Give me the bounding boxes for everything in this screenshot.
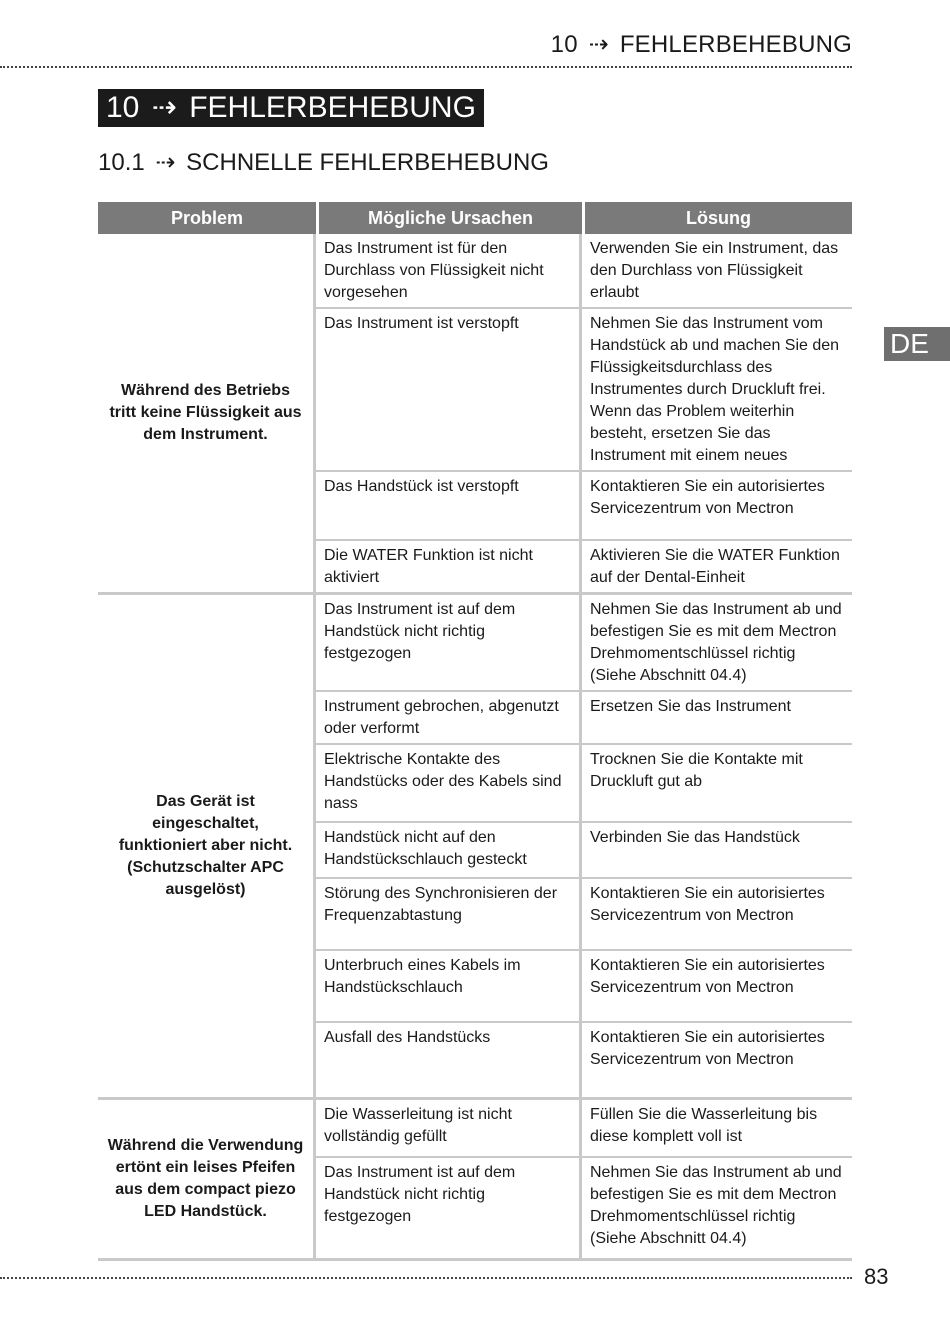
solution-cell: Trocknen Sie die Kontakte mit Druckluft gut ab: [582, 745, 852, 823]
arrow-icon: ⇢: [155, 149, 176, 176]
bottom-dotted-divider: [0, 1277, 852, 1279]
page-number: 83: [864, 1264, 889, 1289]
cause-cell: Störung des Synchronisieren der Frequenzabtastung: [316, 879, 582, 951]
running-chapter-number: 10: [550, 31, 578, 58]
table-row: [98, 1100, 852, 1158]
table-row: [98, 595, 852, 692]
solution-cell: Kontaktieren Sie ein autorisiertes Servicezentrum von Mectron: [582, 1023, 852, 1100]
solution-cell: Verbinden Sie das Handstück: [582, 823, 852, 879]
cause-cell: Instrument gebrochen, abgenutzt oder verformt: [316, 692, 582, 745]
cause-cell: Das Handstück ist verstopft: [316, 472, 582, 541]
solution-cell: Kontaktieren Sie ein autorisiertes Servicezentrum von Mectron: [582, 951, 852, 1023]
cause-cell: Das Instrument ist auf dem Handstück nicht richtig festgezogen: [316, 1158, 582, 1261]
cause-cell: Unterbruch eines Kabels im Handstückschlauch: [316, 951, 582, 1023]
troubleshooting-table: [98, 202, 852, 1261]
problem-cell: Während die Verwendung ertönt ein leises Pfeifen aus dem compact piezo LED Handstück.: [98, 1100, 316, 1261]
section-number: 10.1: [98, 149, 145, 176]
section-title: SCHNELLE FEHLERBEHEBUNG: [186, 149, 549, 176]
cause-cell: Elektrische Kontakte des Handstücks oder des Kabels sind nass: [316, 745, 582, 823]
cause-cell: Das Instrument ist auf dem Handstück nicht richtig festgezogen: [316, 595, 582, 692]
table-body: [98, 234, 852, 1261]
solution-cell: Nehmen Sie das Instrument ab und befestigen Sie es mit dem Mectron Drehmomentschlüssel richtig (Siehe Abschnitt 04.4): [582, 1158, 852, 1261]
solution-cell: Kontaktieren Sie ein autorisiertes Servicezentrum von Mectron: [582, 472, 852, 541]
cause-cell: Das Instrument ist verstopft: [316, 309, 582, 472]
language-tab: DE: [884, 327, 950, 361]
solution-cell: Verwenden Sie ein Instrument, das den Durchlass von Flüssigkeit erlaubt: [582, 234, 852, 309]
column-header-causes: Mögliche Ursachen: [316, 202, 582, 234]
cause-cell: Die Wasserleitung ist nicht vollständig gefüllt: [316, 1100, 582, 1158]
cause-cell: Ausfall des Handstücks: [316, 1023, 582, 1100]
cause-cell: Das Instrument ist für den Durchlass von Flüssigkeit nicht vorgesehen: [316, 234, 582, 309]
running-chapter-title: FEHLERBEHEBUNG: [619, 31, 852, 58]
chapter-heading: [98, 89, 484, 127]
solution-cell: Nehmen Sie das Instrument vom Handstück ab und machen Sie den Flüssigkeitsdurchlass des Instrumentes durch Druckluft frei. Wenn das Problem weiterhin besteht, ersetzen Sie das Instrument mit einem neues: [582, 309, 852, 472]
table-header-row: [98, 202, 852, 234]
cause-cell: Handstück nicht auf den Handstückschlauch gesteckt: [316, 823, 582, 879]
chapter-number: 10: [106, 91, 140, 124]
problem-cell: Während des Betriebs tritt keine Flüssigkeit aus dem Instrument.: [98, 234, 316, 595]
solution-cell: Nehmen Sie das Instrument ab und befestigen Sie es mit dem Mectron Drehmomentschlüssel richtig (Siehe Abschnitt 04.4): [582, 595, 852, 692]
problem-cell: Das Gerät ist eingeschaltet, funktioniert aber nicht. (Schutzschalter APC ausgelöst): [98, 595, 316, 1100]
chapter-title: FEHLERBEHEBUNG: [189, 91, 476, 124]
solution-cell: Kontaktieren Sie ein autorisiertes Servicezentrum von Mectron: [582, 879, 852, 951]
column-header-problem: Problem: [98, 202, 316, 234]
top-dotted-divider: [0, 66, 852, 68]
solution-cell: Ersetzen Sie das Instrument: [582, 692, 852, 745]
running-header: [551, 30, 852, 59]
table-row: [98, 234, 852, 309]
solution-cell: Füllen Sie die Wasserleitung bis diese komplett voll ist: [582, 1100, 852, 1158]
solution-cell: Aktivieren Sie die WATER Funktion auf der Dental-Einheit: [582, 541, 852, 595]
column-header-solution: Lösung: [582, 202, 852, 234]
section-heading: [98, 148, 549, 177]
arrow-icon: ⇢: [151, 91, 177, 124]
cause-cell: Die WATER Funktion ist nicht aktiviert: [316, 541, 582, 595]
arrow-icon: ⇢: [588, 31, 609, 58]
